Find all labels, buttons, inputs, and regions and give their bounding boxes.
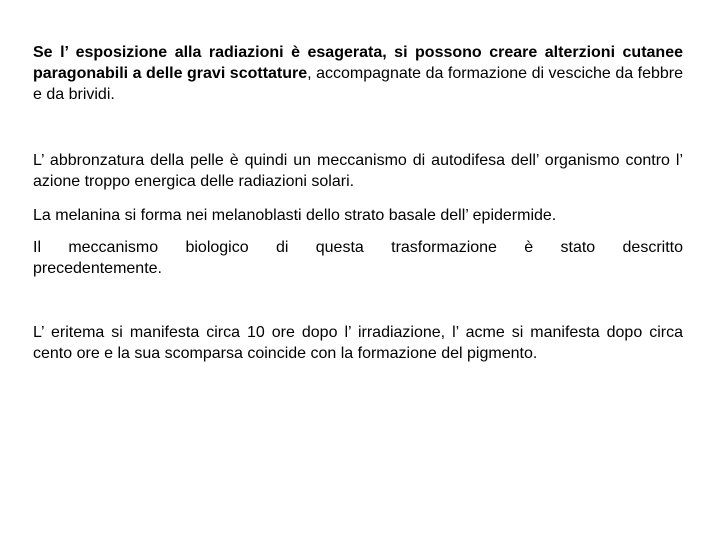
paragraph-tanning: L’ abbronzatura della pelle è quindi un meccanismo di autodifesa dell’ organismo contro l’ azione troppo energica delle radiazioni solari. (33, 152, 683, 190)
paragraph-mechanism-line2: precedentemente. (33, 260, 162, 277)
paragraph-sunburn-rest: , accompagnate da formazione di vesciche da febbre e da brividi. (33, 65, 683, 103)
paragraph-mechanism (33, 237, 683, 279)
paragraph-sunburn-bold: Se l’ esposizione alla radiazioni è esagerata, si possono creare alterzioni cutanee paragonabili a delle gravi scottature (33, 44, 683, 82)
paragraph-erythema: L’ eritema si manifesta circa 10 ore dopo l’ irradiazione, l’ acme si manifesta dopo circa cento ore e la sua scomparsa coincide con la formazione del pigmento. (33, 324, 683, 362)
paragraph-mechanism-line1: Il meccanismo biologico di questa trasformazione è stato descritto (33, 239, 683, 256)
paragraph-sunburn (33, 42, 683, 105)
paragraph-melanin: La melanina si forma nei melanoblasti dello strato basale dell’ epidermide. (33, 207, 557, 224)
